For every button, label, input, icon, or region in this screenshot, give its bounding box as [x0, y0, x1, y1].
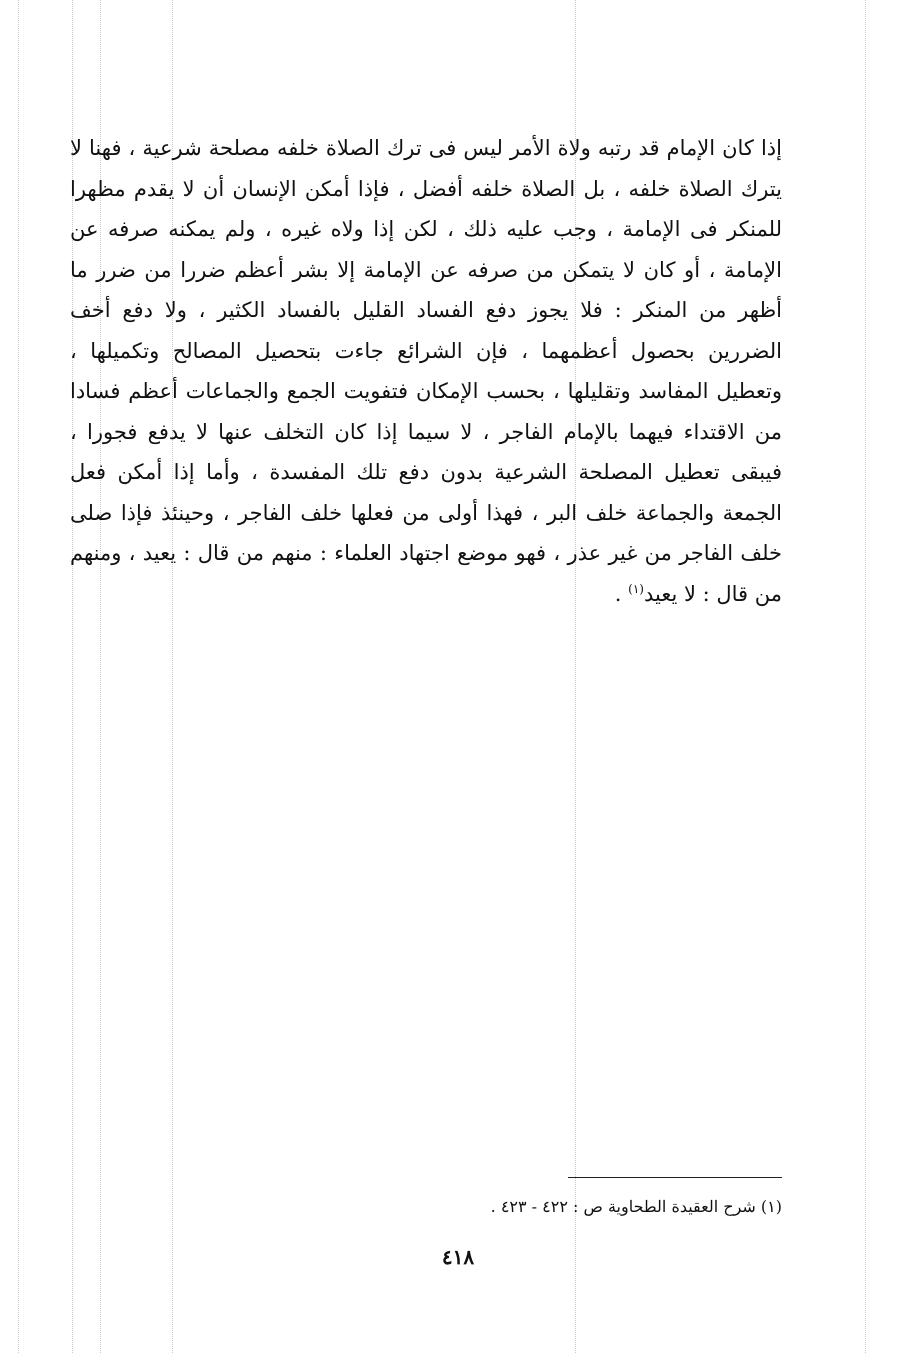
scan-guide-line — [865, 0, 866, 1353]
footnote-reference[interactable]: (١) — [628, 581, 644, 596]
footnote-text: (١) شرح العقيدة الطحاوية ص : ٤٢٢ - ٤٢٣ . — [490, 1197, 782, 1216]
body-text-end: . — [614, 581, 629, 606]
page-number: ٤١٨ — [441, 1245, 475, 1269]
scan-guide-line — [18, 0, 19, 1353]
body-paragraph — [70, 128, 782, 614]
footnote-separator — [568, 1177, 782, 1178]
body-text-content: إذا كان الإمام قد رتبه ولاة الأمر ليس فى ترك الصلاة خلفه مصلحة شرعية ، فهنا لا يترك الصلاة خلفه ، بل الصلاة خلفه أفضل ، فإذا أمكن الإنسان أن لا يقدم مظهرا للمنكر فى الإمامة ، وجب عليه ذلك ، لكن إذا ولاه غيره ، ولم يمكنه صرفه عن الإمامة ، أو كان لا يتمكن من صرفه عن الإمامة إلا بشر أعظم ضررا من ضرر ما أظهر من المنكر : فلا يجوز دفع الفساد القليل بالفساد الكثير ، ولا دفع أخف الضررين بحصول أعظمهما ، فإن الشرائع جاءت بتحصيل المصالح وتكميلها ، وتعطيل المفاسد وتقليلها ، بحسب الإمكان فتفويت الجمع والجماعات أعظم فسادا من الاقتداء فيهما بالإمام الفاجر ، لا سيما إذا كان التخلف عنها لا يدفع فجورا ، فيبقى تعطيل المصلحة الشرعية بدون دفع تلك المفسدة ، وأما إذا أمكن فعل الجمعة والجماعة خلف البر ، فهذا أولى من فعلها خلف الفاجر ، وحينئذ فإذا صلى خلف الفاجر من غير عذر ، فهو موضع اجتهاد العلماء : منهم من قال : يعيد ، ومنهم من قال : لا يعيد — [70, 136, 782, 606]
